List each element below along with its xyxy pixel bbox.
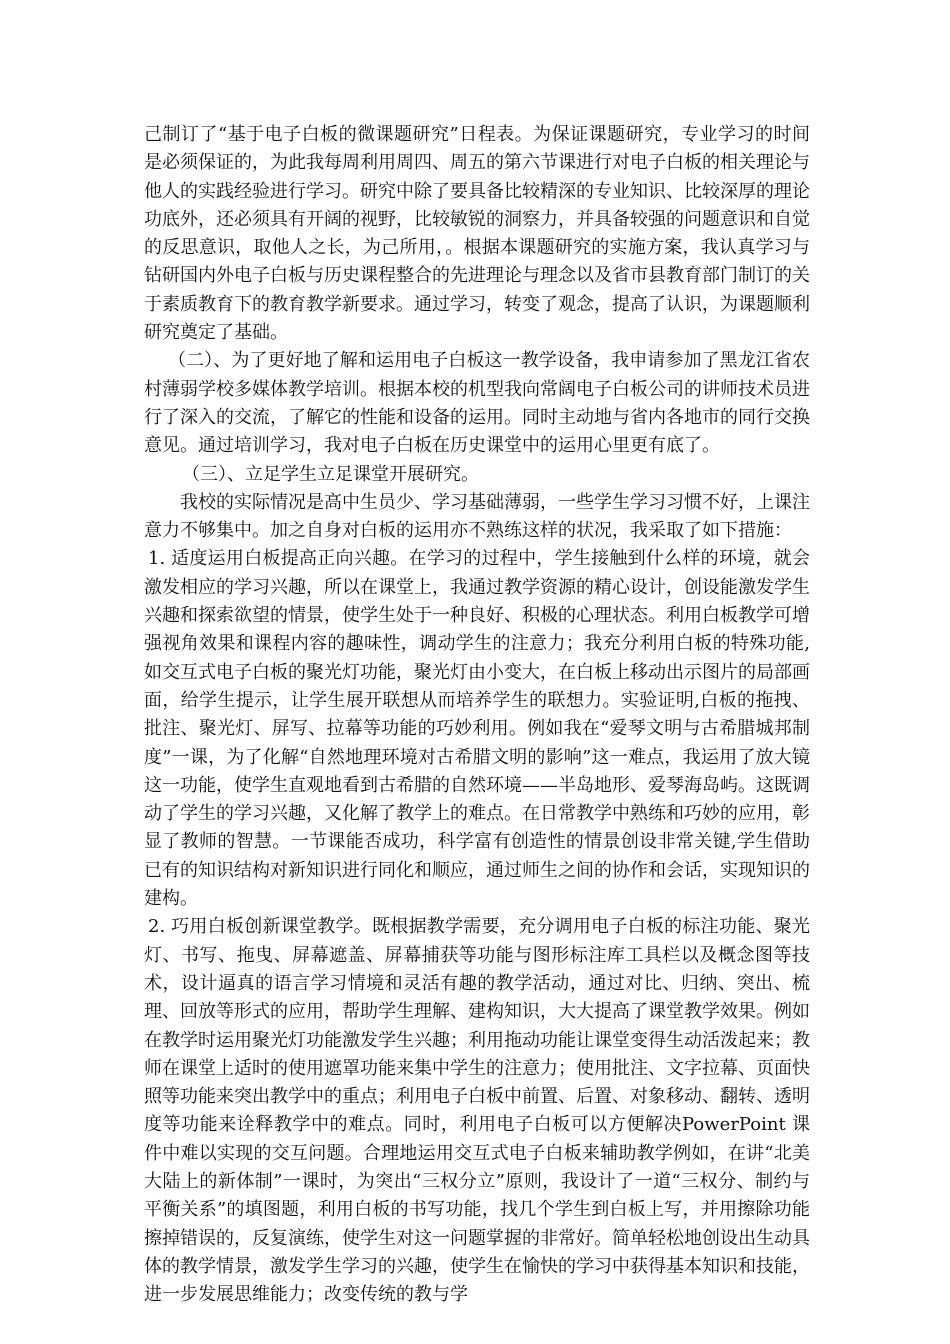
paragraph-section-three-heading: （三）、立足学生立足课堂开展研究。 — [182, 463, 479, 485]
paragraph-section-two: （二）、为了更好地了解和运用电子白板这一教学设备，我申请参加了黑龙江省农村薄弱学校多媒体教学培训。根据本校的机型我向常阔电子白板公司的讲师技术员进行了深入的交流，了解它的性能和设备的运用。同时主动地与省内各地市的同行交换意见。通过培训学习，我对电子白板在历史课堂中的运用心里更有底了。 — [144, 350, 810, 457]
paragraph-measure-one: 1. 适度运用白板提高正向兴趣。在学习的过程中，学生接触到什么样的环境，就会激发相应的学习兴趣，所以在课堂上，我通过教学资源的精心设计，创设能激发学生兴趣和探索欲望的情景，使学生处于一种良好、积极的心理状态。利用白板教学可增强视角效果和课程内容的趣味性，调动学生的注意力；我充分利用白板的特殊功能,如交互式电子白板的聚光灯功能，聚光灯由小变大，在白板上移动出示图片的局部画面，给学生提示，让学生展开联想从而培养学生的联想力。实验证明,白板的拖拽、批注、聚光灯、屏写、拉幕等功能的巧妙利用。例如我在“爱琴文明与古希腊城邦制度”一课，为了化解“自然地理环境对古希腊文明的影响”这一难点，我运用了放大镜这一功能，使学生直观地看到古希腊的自然环境——半岛地形、爱琴海岛屿。这既调动了学生的学习兴趣，又化解了教学上的难点。在日常教学中熟练和巧妙的应用，彰显了教师的智慧。一节课能否成功，科学富有创造性的情景创设非常关键,学生借助已有的知识结构对新知识进行同化和顺应，通过师生之间的协作和会话，实现知识的建构。 — [144, 548, 810, 910]
paragraph-measure-two: 2. 巧用白板创新课堂教学。既根据教学需要，充分调用电子白板的标注功能、聚光灯、书写、拖曳、屏幕遮盖、屏幕捕获等功能与图形标注库工具栏以及概念图等技术，设计逼真的语言学习情境和灵活有趣的教学活动，通过对比、归纳、突出、梳理、回放等形式的应用，帮助学生理解、建构知识，大大提高了课堂教学效果。例如在教学时运用聚光灯功能激发学生兴趣；利用拖动功能让课堂变得生动活泼起来；教师在课堂上适时的使用遮罩功能来集中学生的注意力；使用批注、文字拉幕、页面快照等功能来突出教学中的重点；利用电子白板中前置、后置、对象移动、翻转、透明度等功能来诠释教学中的难点。同时，利用电子白板可以方便解决PowerPoint 课件中难以实现的交互问题。合理地运用交互式电子白板来辅助教学例如，在讲“北美大陆上的新体制”一课时，为突出“三权分立”原则，我设计了一道“三权分、制约与平衡关系”的填图题，利用白板的书写功能，找几个学生到白板上写，并用擦除功能擦掉错误的，反复演练，使学生对这一问题掌握的非常好。简单轻松地创设出生动具体的教学情景，激发学生学习的兴趣，使学生在愉快的学习中获得基本知识和技能，进一步发展思维能力；改变传统的教与学 — [144, 916, 810, 1306]
document-body — [144, 121, 810, 1309]
paragraph-school-situation: 我校的实际情况是高中生员少、学习基础薄弱，一些学生学习习惯不好，上课注意力不够集中。加之自身对白板的运用亦不熟练这样的状况，我采取了如下措施： — [144, 491, 810, 542]
paragraph-research-schedule: 己制订了“基于电子白板的微课题研究”日程表。为保证课题研究，专业学习的时间是必须保证的，为此我每周利用周四、周五的第六节课进行对电子白板的相关理论与他人的实践经验进行学习。研究中除了要具备比较精深的专业知识、比较深厚的理论功底外，还必须具有开阔的视野，比较敏锐的洞察力，并具备较强的问题意识和自觉的反思意识，取他人之长，为己所用，。根据本课题研究的实施方案，我认真学习与钻研国内外电子白板与历史课程整合的先进理论与理念以及省市县教育部门制订的关于素质教育下的教育教学新要求。通过学习，转变了观念，提高了认识，为课题顺利研究奠定了基础。 — [144, 124, 810, 344]
